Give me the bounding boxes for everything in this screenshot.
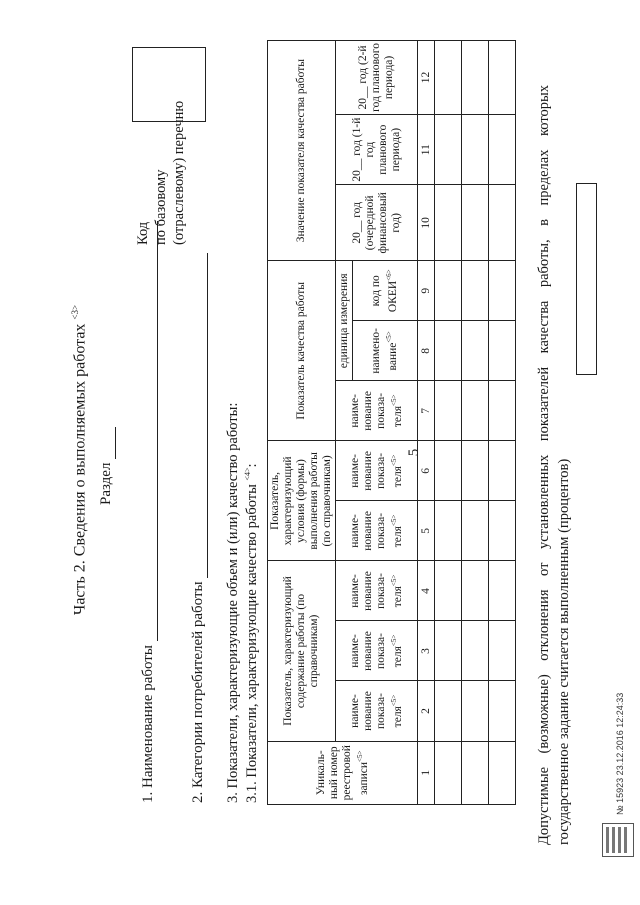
section-heading — [98, 427, 116, 505]
column-number: 8 — [418, 321, 435, 381]
table-row — [435, 41, 462, 805]
header-value: Значение показателя качества работы — [268, 41, 336, 261]
registration-stamp: № 15923 23.12.2016 12:24:33 — [615, 692, 625, 815]
table-row — [462, 41, 489, 805]
heading-3: 3. Показатели, характеризующие объем и (или) качество работы: — [225, 402, 241, 803]
code-line: по базовому — [153, 169, 169, 245]
part-title — [70, 175, 89, 745]
table-row — [489, 41, 516, 805]
consumer-category-field — [190, 253, 208, 803]
work-name-blank — [140, 221, 158, 641]
header-indicator-name: наиме-нование показа-теля$^{<5>}$ — [336, 381, 418, 441]
code-line: Код — [135, 221, 151, 245]
header-indicator-name: наиме-нование показа-теля$^{<5>}$ — [336, 681, 418, 741]
section-label: Раздел — [98, 462, 114, 505]
header-indicator-name: наиме-нование показа-теля$^{<5>}$ — [336, 561, 418, 621]
section-number-blank — [98, 427, 116, 459]
quality-table — [267, 40, 516, 805]
tolerance-box — [576, 183, 597, 375]
consumer-category-blank — [190, 253, 208, 578]
registry-logo-icon — [602, 823, 634, 857]
code-block — [134, 101, 188, 245]
column-number: 9 — [418, 261, 435, 321]
column-number: 7 — [418, 381, 435, 441]
part-title-footnote: <3> — [70, 304, 80, 320]
header-unit-name: наимено-вание$^{<5>}$ — [353, 321, 418, 381]
header-unique-number: Уникаль-ный номер реестровой записи$^{<5>}$ — [268, 741, 418, 804]
column-number: 5 — [418, 501, 435, 561]
column-number: 11 — [418, 114, 435, 185]
column-number: 3 — [418, 621, 435, 681]
header-year-1: 20__ год (1-й год планового периода) — [336, 114, 418, 185]
column-number: 1 — [418, 741, 435, 804]
table-header-row — [268, 41, 336, 805]
column-number: 4 — [418, 561, 435, 621]
page-number: 5 — [406, 448, 422, 457]
work-name-label: 1. Наименование работы — [140, 645, 156, 803]
header-content: Показатель, характеризующий содержание работы (по справочникам) — [268, 561, 336, 741]
part-title-text: Часть 2. Сведения о выполняемых работах — [71, 323, 89, 616]
code-box — [132, 47, 206, 122]
header-indicator-name: наиме-нование показа-теля$^{<5>}$ — [336, 501, 418, 561]
header-year-2: 20__ год (2-й год планового периода) — [336, 41, 418, 115]
header-conditions: Показатель, характеризующий условия (формы) выполнения работы (по справочникам) — [268, 441, 336, 561]
code-line: (отраслевому) перечню — [171, 100, 187, 245]
header-unit: единица измерения — [336, 261, 353, 381]
column-number: 10 — [418, 185, 435, 261]
column-number: 2 — [418, 681, 435, 741]
column-number: 6 — [418, 441, 435, 501]
header-indicator-name: наиме-нование показа-теля$^{<5>}$ — [336, 441, 418, 501]
heading-3-1-text: 3.1. Показатели, характеризующие качество работы — [243, 484, 260, 803]
header-year-0: 20__ год (очередной финансовый год) — [336, 185, 418, 261]
work-name-field — [140, 221, 158, 803]
heading-3-1-footnote: <4> — [243, 467, 252, 481]
column-number: 12 — [418, 41, 435, 115]
tolerance-text: Допустимые (возможные) отклонения от установленных показателей качества работы, в пределах которых государственное задание считается выполненным (процентов) — [536, 85, 572, 845]
heading-3-1: 3.1. Показатели, характеризующие качество работы $^{<4>}$: — [243, 463, 260, 803]
header-quality: Показатель качества работы — [268, 261, 336, 441]
column-number-row — [418, 41, 435, 805]
header-okei: код по $ОКЕИ^{<6>}$ — [353, 261, 418, 321]
table-header-row — [336, 41, 353, 805]
header-indicator-name: наиме-нование показа-теля$^{<5>}$ — [336, 621, 418, 681]
consumer-category-label: 2. Категории потребителей работы — [190, 581, 206, 803]
